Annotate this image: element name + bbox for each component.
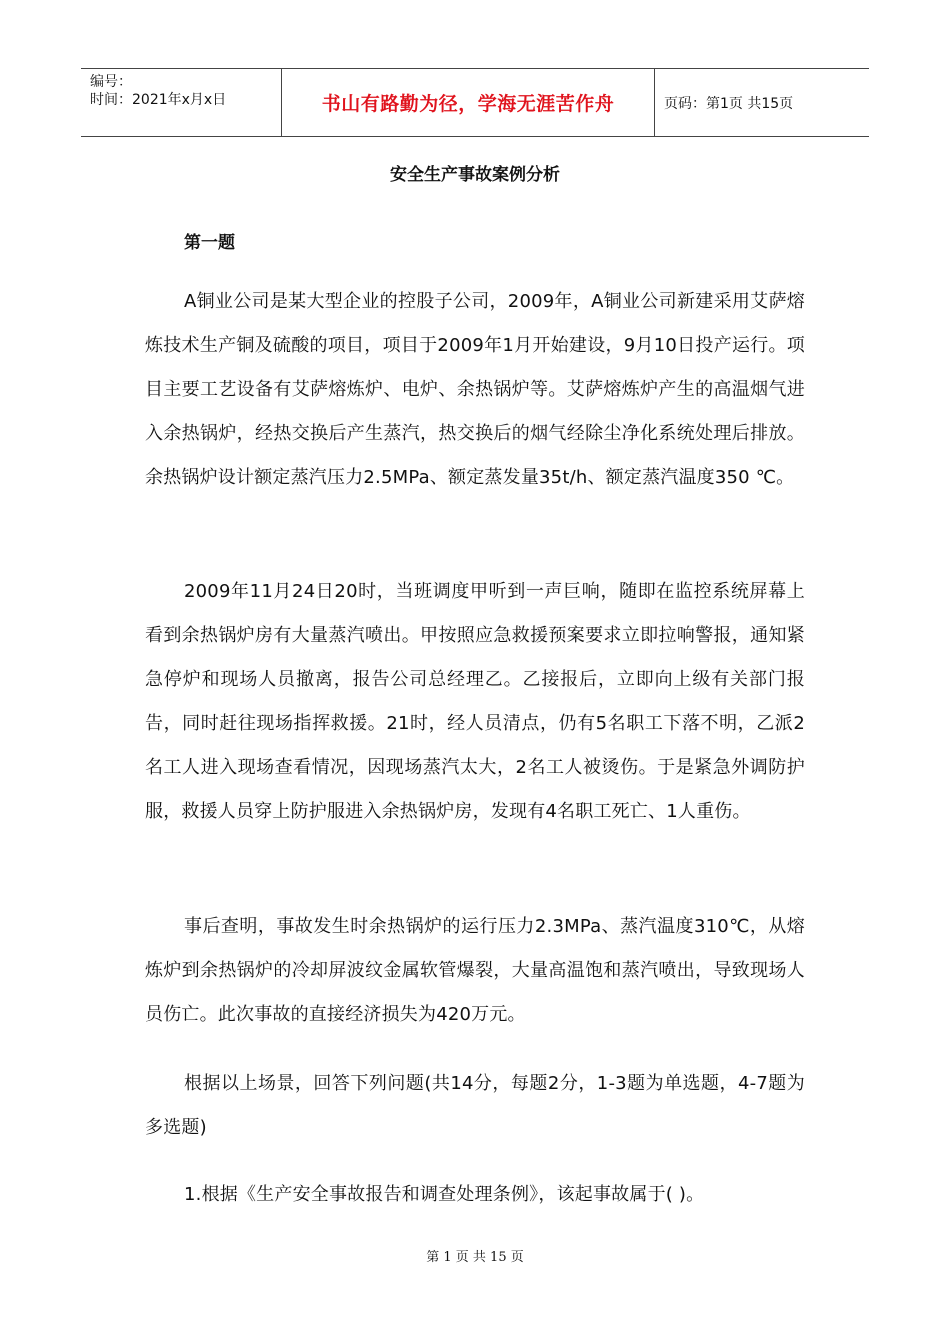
page-footer: 第 1 页 共 15 页 [426, 1250, 524, 1265]
paragraph-findings: 事后查明，事故发生时余热锅炉的运行压力2.3MPa、蒸汽温度310℃，从熔炼炉到余热锅炉的冷却屏波纹金属软管爆裂，大量高温饱和蒸汽喷出，导致现场人员伤亡。此次事故的直接经济损失为420万元。 [145, 916, 805, 1025]
document-date: 时间：2021年x月x日 [90, 92, 227, 108]
page-header [81, 68, 869, 137]
question-1: 1.根据《生产安全事故报告和调查处理条例》，该起事故属于( )。 [184, 1184, 705, 1205]
document-code-label: 编号： [90, 74, 132, 90]
header-motto: 书山有路勤为径，学海无涯苦作舟 [321, 93, 615, 115]
header-meta-cell [81, 69, 281, 136]
header-page-info: 页码：第1页 共15页 [664, 95, 794, 112]
header-page-cell [655, 69, 869, 136]
paragraph-incident: 2009年11月24日20时，当班调度甲听到一声巨响，随即在监控系统屏幕上看到余热锅炉房有大量蒸汽喷出。甲按照应急救援预案要求立即拉响警报，通知紧急停炉和现场人员撤离，报告公司总经理乙。乙接报后，立即向上级有关部门报告，同时赶往现场指挥救援。21时，经人员清点，仍有5名职工下落不明，乙派2名工人进入现场查看情况，因现场蒸汽太大，2名工人被烫伤。于是紧急外调防护服，救援人员穿上防护服进入余热锅炉房，发现有4名职工死亡、1人重伤。 [145, 581, 805, 822]
question-heading: 第一题 [184, 233, 235, 253]
document-title: 安全生产事故案例分析 [390, 165, 560, 185]
paragraph-instructions: 根据以上场景，回答下列问题(共14分，每题2分，1-3题为单选题，4-7题为多选题) [145, 1073, 805, 1138]
paragraph-background: A铜业公司是某大型企业的控股子公司，2009年，A铜业公司新建采用艾萨熔炼技术生产铜及硫酸的项目，项目于2009年1月开始建设，9月10日投产运行。项目主要工艺设备有艾萨熔炼炉、电炉、余热锅炉等。艾萨熔炼炉产生的高温烟气进入余热锅炉，经热交换后产生蒸汽，热交换后的烟气经除尘净化系统处理后排放。余热锅炉设计额定蒸汽压力2.5MPa、额定蒸发量35t/h、额定蒸汽温度350 ℃。 [145, 291, 805, 488]
header-motto-cell [281, 69, 655, 136]
